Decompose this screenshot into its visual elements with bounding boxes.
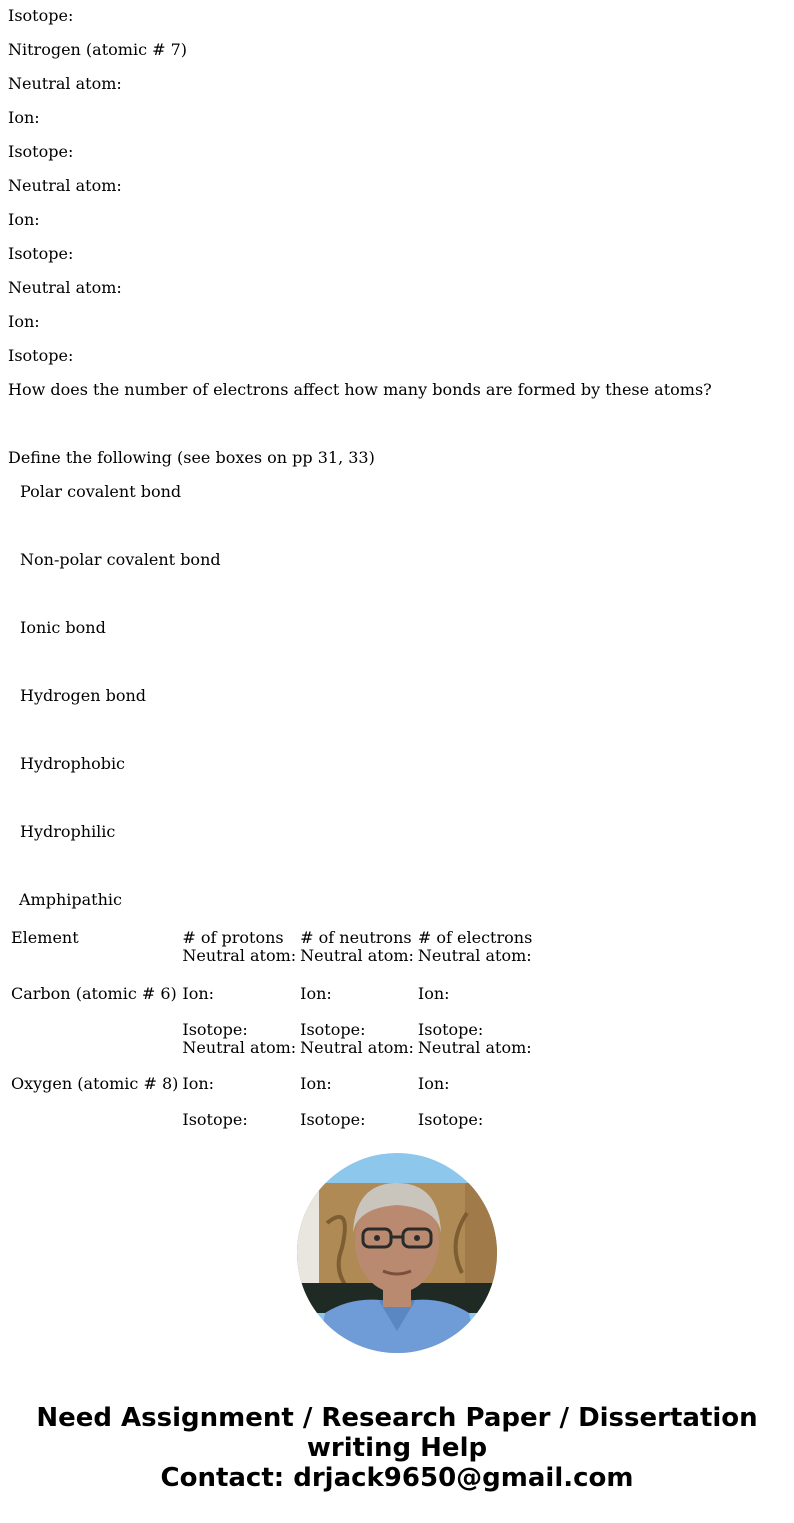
isotope-label: Isotope:	[182, 1020, 248, 1039]
term-ionic-bond: Ionic bond	[20, 618, 106, 637]
element-table	[8, 926, 535, 1132]
table-cell	[299, 1060, 415, 1130]
define-heading: Define the following (see boxes on pp 31, 33)	[8, 448, 375, 467]
header-electrons	[417, 928, 533, 966]
table-cell	[181, 968, 297, 1058]
table-row	[10, 968, 533, 1058]
term-non-polar-covalent-bond: Non-polar covalent bond	[20, 550, 221, 569]
isotope-label: Isotope:	[182, 1110, 248, 1129]
table-cell	[417, 1060, 533, 1130]
table-cell	[299, 968, 415, 1058]
ion-label: Ion:	[417, 984, 450, 1003]
ion-label: Ion:	[8, 312, 40, 331]
ion-label: Ion:	[417, 1074, 450, 1093]
cta-line-2: writing Help	[306, 1433, 488, 1463]
cta-contact-line: Contact: drjack9650@gmail.com	[160, 1463, 634, 1493]
table-header-row	[10, 928, 533, 966]
isotope-label: Isotope:	[8, 346, 74, 365]
isotope-label: Isotope:	[8, 142, 74, 161]
term-hydrogen-bond: Hydrogen bond	[20, 686, 147, 705]
avatar	[297, 1153, 497, 1353]
term-hydrophilic: Hydrophilic	[20, 822, 116, 841]
neutral-atom-label: Neutral atom:	[300, 1038, 414, 1057]
neutral-atom-label: Neutral atom:	[182, 946, 297, 965]
portrait-photo	[297, 1153, 497, 1353]
neutral-atom-label: Neutral atom:	[417, 946, 532, 965]
header-protons	[181, 928, 297, 966]
term-hydrophobic: Hydrophobic	[20, 754, 126, 773]
neutral-atom-label: Neutral atom:	[182, 1038, 297, 1057]
nitrogen-element-label: Nitrogen (atomic # 7)	[8, 40, 188, 59]
table-cell	[181, 1060, 297, 1130]
electrons-bonds-question: How does the number of electrons affect how many bonds are formed by these atoms?	[8, 380, 712, 399]
ion-label: Ion:	[182, 984, 215, 1003]
isotope-label: Isotope:	[417, 1110, 484, 1129]
element-oxygen: Oxygen (atomic # 8)	[11, 1074, 179, 1093]
isotope-label: Isotope:	[8, 6, 74, 25]
cta-line-1: Need Assignment / Research Paper / Dissertation	[36, 1403, 758, 1433]
neutral-atom-label: Neutral atom:	[300, 946, 414, 965]
table-row	[10, 1060, 533, 1130]
term-polar-covalent-bond: Polar covalent bond	[20, 482, 182, 501]
isotope-label: Isotope:	[417, 1020, 484, 1039]
isotope-label: Isotope:	[300, 1020, 366, 1039]
ion-label: Ion:	[182, 1074, 215, 1093]
ion-label: Ion:	[300, 1074, 332, 1093]
table-cell	[417, 968, 533, 1058]
neutral-atom-label: Neutral atom:	[8, 74, 122, 93]
element-carbon: Carbon (atomic # 6)	[11, 984, 177, 1003]
isotope-label: Isotope:	[8, 244, 74, 263]
header-neutrons	[299, 928, 415, 966]
neutral-atom-label: Neutral atom:	[8, 176, 122, 195]
header-element: Element	[11, 928, 79, 947]
header-label: # of neutrons	[300, 928, 412, 947]
isotope-label: Isotope:	[300, 1110, 366, 1129]
header-label: # of electrons	[417, 928, 533, 947]
ion-label: Ion:	[8, 210, 40, 229]
header-label: # of protons	[182, 928, 284, 947]
term-amphipathic: Amphipathic	[19, 890, 122, 909]
cta-banner	[0, 1403, 794, 1493]
neutral-atom-label: Neutral atom:	[8, 278, 122, 297]
ion-label: Ion:	[8, 108, 40, 127]
neutral-atom-label: Neutral atom:	[417, 1038, 532, 1057]
ion-label: Ion:	[300, 984, 332, 1003]
